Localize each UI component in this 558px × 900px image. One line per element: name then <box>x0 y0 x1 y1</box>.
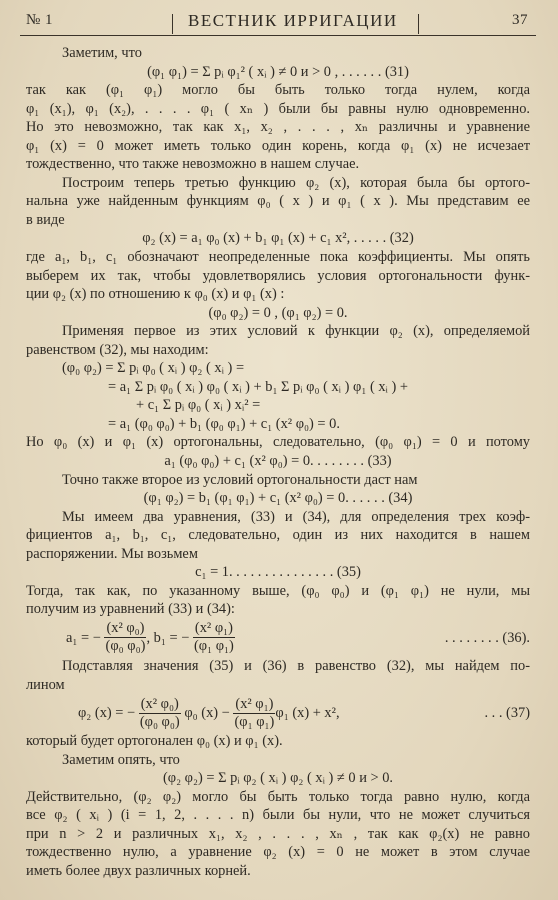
text-line: Построим теперь третью функцию φ₂ (x), которая была бы ортого- <box>62 174 530 191</box>
page-number: 37 <box>512 12 528 28</box>
text-line: (φ₂ φ₂) = Σ pᵢ φ₂ ( xᵢ ) φ₂ ( xᵢ ) ≠ 0 и > 0. <box>162 770 394 787</box>
text-line: Но это невозможно, так как x₁, x₂ , . . . , xₙ различны и уравнение <box>26 119 530 136</box>
text-line: при n > 2 и различных x₁, x₂ , . . . , xₙ , так как φ₂(x) не равно <box>26 825 530 842</box>
text-block <box>26 44 530 619</box>
formula-37 <box>26 694 530 732</box>
text-line: Заметим, что <box>62 45 142 61</box>
text-line: + c₁ Σ pᵢ φ₀ ( xᵢ ) xᵢ² = <box>136 397 261 414</box>
formula-part: a₁ = − <box>66 629 101 646</box>
fraction-numerator: (x² φ₁) <box>194 620 233 637</box>
fraction <box>193 620 235 655</box>
text-line: Применяя первое из этих условий к функции φ₂ (x), определяемой <box>62 323 530 340</box>
issue-number: № 1 <box>26 12 54 28</box>
fraction <box>104 620 146 655</box>
fraction <box>139 696 181 731</box>
text-line: (φ₁ φ₁) = Σ pᵢ φ₁² ( xᵢ ) ≠ 0 и > 0 , . . . . . . (31) <box>147 63 409 80</box>
fraction-denominator: (φ₁ φ₁) <box>234 713 275 730</box>
fraction-denominator: (φ₁ φ₁) <box>194 638 234 655</box>
journal-title: ВЕСТНИК ИРРИГАЦИИ <box>188 11 398 30</box>
text-line: φ₁ (x) = 0 может иметь только один корень, когда φ₁ (x) не исчезает <box>26 137 530 154</box>
fraction-denominator: (φ₀ φ₀) <box>139 713 180 730</box>
text-line: Но φ₀ (x) и φ₁ (x) ортогональны, следовательно, (φ₀ φ₁) = 0 и потому <box>26 434 530 451</box>
formula-36 <box>26 619 530 657</box>
text-line: (φ₁ φ₂) = b₁ (φ₁ φ₁) + c₁ (x² φ₀) = 0. . . . . . (34) <box>143 490 413 507</box>
fraction-numerator: (x² φ₀) <box>106 620 145 637</box>
text-line: Действительно, (φ₂ φ₂) могло бы быть только тогда равно нулю, когда <box>26 788 530 805</box>
text-line: Заметим опять, что <box>62 751 180 768</box>
text-line: выберем их так, чтобы удовлетворялись условия ортогональности функ- <box>26 267 530 284</box>
text-line: тождественно, что также невозможно в нашем случае. <box>26 156 360 173</box>
text-line: (φ₀ φ₂) = Σ pᵢ φ₀ ( xᵢ ) φ₂ ( xᵢ ) = <box>62 360 245 377</box>
text-block <box>26 732 530 880</box>
formula-part: , b₁ = − <box>146 629 190 646</box>
article-body <box>26 44 530 880</box>
text-line: распоряжении. Мы возьмем <box>26 545 198 562</box>
text-line: иметь более двух различных корней. <box>26 862 251 879</box>
text-line: лином <box>26 676 65 693</box>
formula-part: φ₀ (x) − <box>184 704 230 721</box>
text-line: φ₂ (x) = a₁ φ₀ (x) + b₁ φ₁ (x) + c₁ x², . . . . . (32) <box>142 230 414 247</box>
text-line: получим из уравнений (33) и (34): <box>26 601 235 618</box>
text-line: φ₁ (x₁), φ₁ (x₂), . . . . φ₁ ( xₙ ) были бы равны нулю одновременно. <box>26 100 530 117</box>
text-block <box>26 657 530 694</box>
text-line: так как (φ₁ φ₁) могло бы быть только тогда нулем, когда <box>26 82 530 99</box>
header-divider <box>418 14 419 34</box>
header-divider <box>172 14 173 34</box>
text-line: нальна уже найденным функциям φ₀ ( x ) и φ₁ ( x ). Мы представим ее <box>26 193 530 210</box>
equation-number: . . . (37) <box>484 704 530 721</box>
text-line: в виде <box>26 211 65 228</box>
fraction-denominator: (φ₀ φ₀) <box>105 638 146 655</box>
formula-part: φ₂ (x) = − <box>78 704 136 721</box>
text-line: a₁ (φ₀ φ₀) + c₁ (x² φ₀) = 0. . . . . . . . (33) <box>164 453 392 470</box>
fraction <box>233 696 275 731</box>
text-line: (φ₀ φ₂) = 0 , (φ₁ φ₂) = 0. <box>208 304 348 321</box>
text-line: равенством (32), мы находим: <box>26 341 209 358</box>
text-line: Мы имеем два уравнения, (33) и (34), для определения трех коэф- <box>62 508 530 525</box>
text-line: Точно также второе из условий ортогональности даст нам <box>62 471 418 488</box>
text-line: ции φ₂ (x) по отношению к φ₀ (x) и φ₁ (x) : <box>26 286 285 303</box>
text-line: который будет ортогонален φ₀ (x) и φ₁ (x). <box>26 733 283 750</box>
text-line: где a₁, b₁, c₁ обозначают неопределенные пока коэффициенты. Мы опять <box>26 249 530 266</box>
text-line: фициентов a₁, b₁, c₁, следовательно, один из них находится в нашем <box>26 527 530 544</box>
running-header <box>20 6 536 32</box>
fraction-numerator: (x² φ₀) <box>140 695 179 712</box>
text-line: Подставляя значения (35) и (36) в равенство (32), мы найдем по- <box>62 657 530 674</box>
text-line: тождественно нулю, а уравнение φ₂ (x) = 0 не может в этом случае <box>26 844 530 861</box>
text-line: c₁ = 1. . . . . . . . . . . . . . . (35) <box>195 564 361 581</box>
text-line: Тогда, так как, по указанному выше, (φ₀ φ₀) и (φ₁ φ₁) не нули, мы <box>26 582 530 599</box>
fraction-numerator: (x² φ₁) <box>235 695 274 712</box>
text-line: = a₁ Σ pᵢ φ₀ ( xᵢ ) φ₀ ( xᵢ ) + b₁ Σ pᵢ φ₀ ( xᵢ ) φ₁ ( xᵢ ) + <box>108 378 408 395</box>
header-rule <box>20 35 536 36</box>
equation-number: . . . . . . . . (36). <box>444 629 530 646</box>
text-line: = a₁ (φ₀ φ₀) + b₁ (φ₀ φ₁) + c₁ (x² φ₀) = 0. <box>108 415 340 432</box>
formula-part: φ₁ (x) + x², <box>275 704 340 721</box>
text-line: все φ₂ ( xᵢ ) (i = 1, 2, . . . . n) были бы нули, что не может случиться <box>26 807 530 824</box>
